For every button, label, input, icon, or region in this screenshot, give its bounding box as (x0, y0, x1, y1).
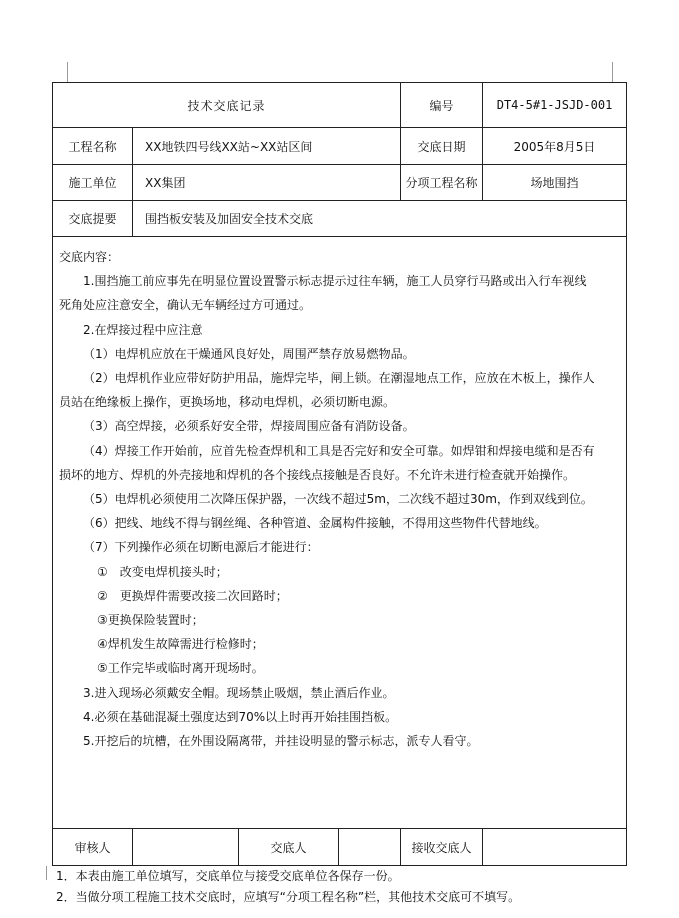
presenter-label: 交底人 (239, 829, 339, 866)
content-line: （1）电焊机应放在干燥通风良好处，周围严禁存放易燃物品。 (83, 346, 415, 361)
footnote: 2．当做分项工程施工技术交底时，应填写“分项工程名称”栏，其他技术交底可不填写。 (56, 890, 521, 904)
reviewer-label: 审核人 (53, 829, 133, 866)
content-line: 3.进入现场必须戴安全帽。现场禁止吸烟，禁止酒后作业。 (83, 685, 395, 700)
content-line: （2）电焊机作业应带好防护用品，施焊完毕，闸上锁。在潮湿地点工作，应放在木板上，操作人 (83, 371, 595, 386)
form-title: 技术交底记录 (53, 83, 401, 128)
receiver-signature[interactable] (483, 829, 627, 866)
content-label: 交底内容： (59, 250, 120, 264)
receiver-label: 接收交底人 (401, 829, 483, 866)
date-value: 2005年8月5日 (483, 128, 627, 165)
crop-mark-top-left (67, 62, 68, 82)
form-row-title (53, 83, 627, 128)
content-line: （3）高空焊接，必须系好安全带，焊接周围应备有消防设备。 (83, 419, 415, 434)
content-line: 1.围挡施工前应事先在明显位置设置警示标志提示过往车辆，施工人员穿行马路或出入行车视线 (83, 274, 587, 289)
construction-unit-label: 施工单位 (53, 165, 133, 201)
content-line: 死角处应注意安全，确认无车辆经过方可通过。 (59, 298, 312, 313)
sub-project-label: 分项工程名称 (401, 165, 483, 201)
content-line: 5.开挖后的坑槽，在外围设隔离带，并挂设明显的警示标志，派专人看守。 (83, 734, 479, 749)
summary-value: 围挡板安装及加固安全技术交底 (133, 201, 627, 237)
construction-unit-value: XX集团 (133, 165, 401, 201)
number-value: DT4-5#1-JSJD-001 (483, 83, 627, 128)
form-row-summary (53, 201, 627, 237)
form-row-project (53, 128, 627, 165)
content-line: 员站在绝缘板上操作，更换场地，移动电焊机，必须切断电源。 (59, 395, 396, 410)
content-line: ④焊机发生故障需进行检修时； (97, 637, 264, 652)
reviewer-signature[interactable] (133, 829, 239, 866)
content-line: ③更换保险装置时； (97, 613, 204, 628)
number-label: 编号 (401, 83, 483, 128)
summary-label: 交底提要 (53, 201, 133, 237)
form-row-content (53, 237, 627, 829)
crop-mark-bottom-left (46, 866, 47, 880)
content-line: ⑤工作完毕或临时离开现场时。 (97, 661, 264, 676)
date-label: 交底日期 (401, 128, 483, 165)
form-row-unit (53, 165, 627, 201)
presenter-signature[interactable] (339, 829, 401, 866)
content-line: ② 更换焊件需要改接二次回路时； (97, 588, 288, 603)
content-line: （4）焊接工作开始前，应首先检查焊机和工具是否完好和安全可靠。如焊钳和焊接电缆和是否有 (83, 443, 595, 458)
content-line: ① 改变电焊机接头时； (97, 564, 228, 579)
content-line: 4.必须在基础混凝土强度达到70%以上时再开始挂围挡板。 (83, 709, 398, 724)
technical-briefing-form (52, 82, 627, 866)
project-name-label: 工程名称 (53, 128, 133, 165)
content-line: （5）电焊机必须使用二次降压保护器，一次线不超过5m，二次线不超过30m，作到双线到位。 (83, 492, 593, 507)
content-area (53, 237, 627, 829)
content-line: 损坏的地方、焊机的外壳接地和焊机的各个接线点接触是否良好。不允许未进行检查就开始操作。 (59, 467, 576, 482)
project-name-value: XX地铁四号线XX站~XX站区间 (133, 128, 401, 165)
form-row-signatures (53, 829, 627, 866)
content-line: （6）把线、地线不得与钢丝绳、各种管道、金属构件接触，不得用这些物件代替地线。 (83, 516, 547, 531)
content-line: （7）下列操作必须在切断电源后才能进行： (83, 540, 319, 555)
crop-mark-top-right (612, 62, 613, 82)
footnote: 1．本表由施工单位填写，交底单位与接受交底单位各保存一份。 (56, 869, 400, 883)
sub-project-value: 场地围挡 (483, 165, 627, 201)
footnotes (56, 866, 520, 908)
content-line: 2.在焊接过程中应注意 (83, 322, 203, 337)
